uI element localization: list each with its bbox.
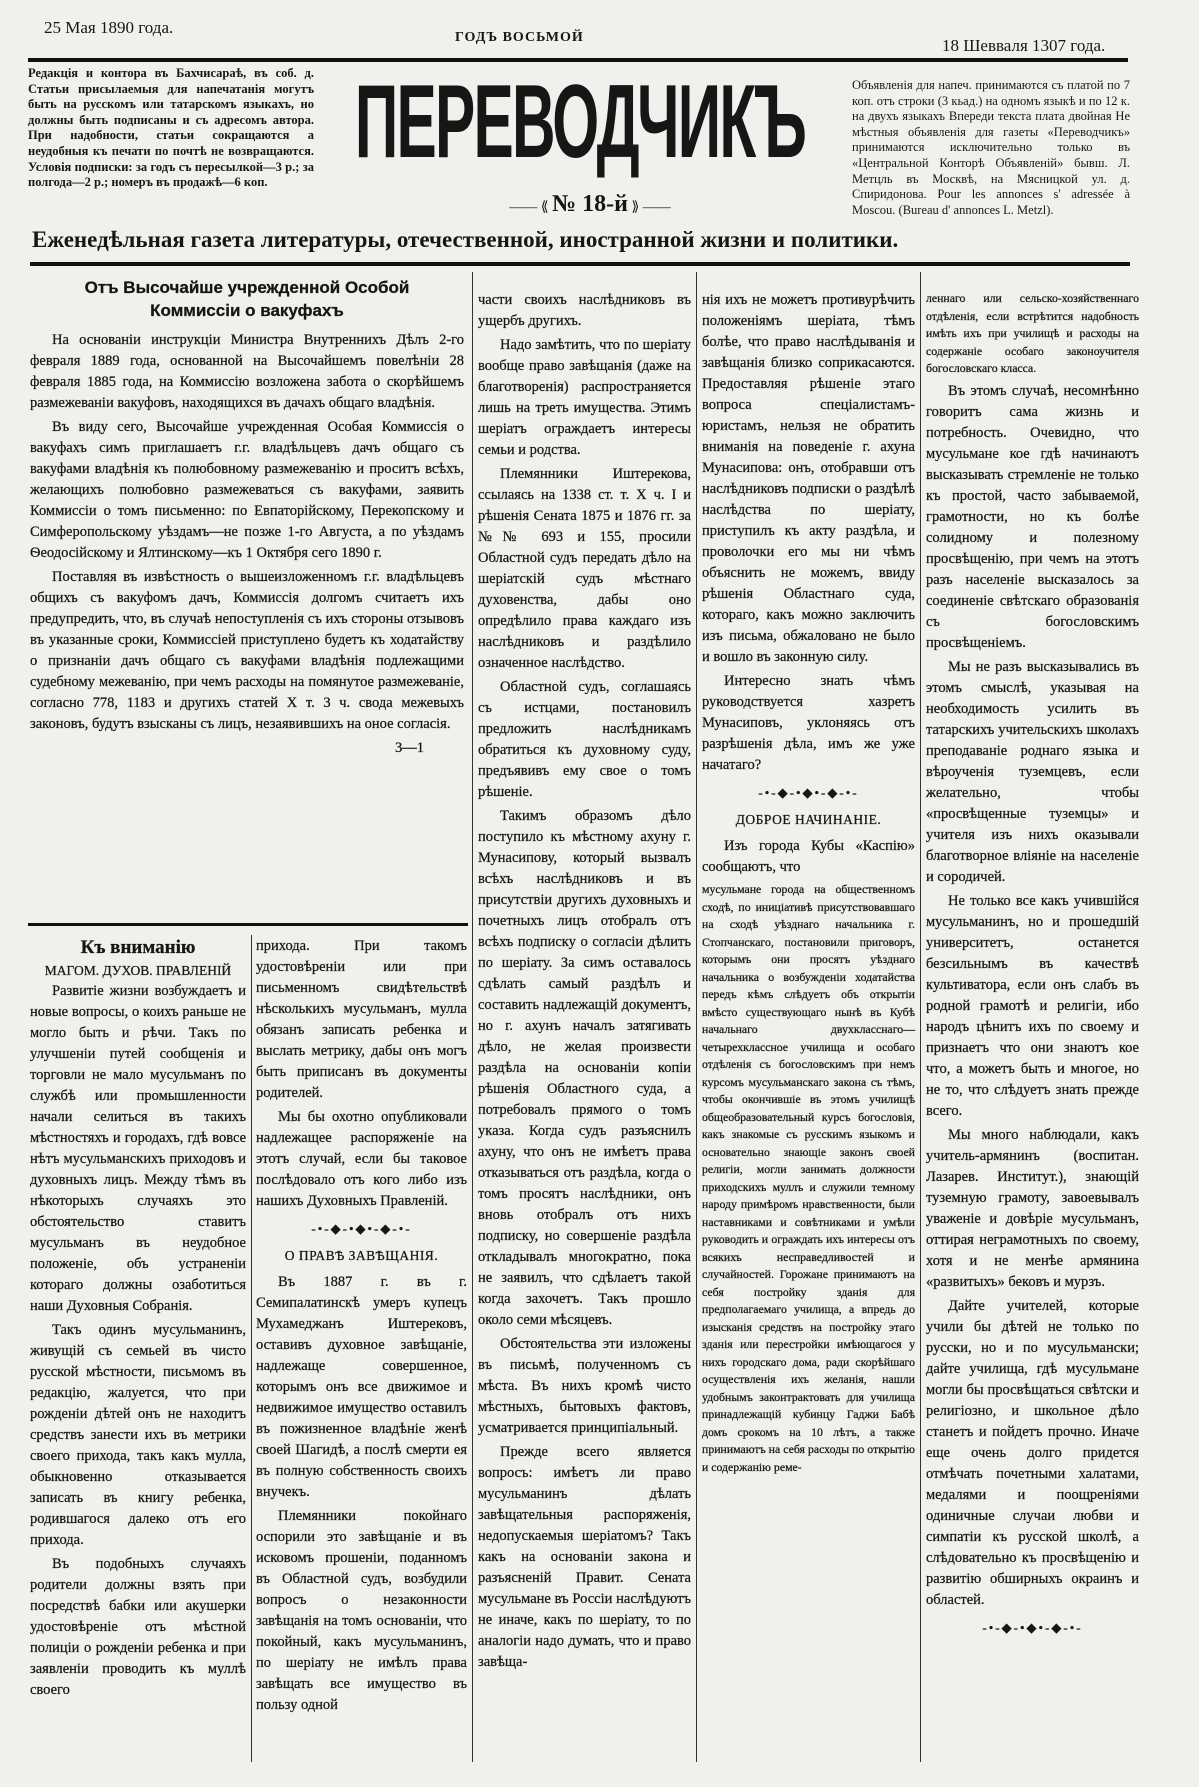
article-title: Отъ Высочайше учрежденной Особой Коммиссіи о вакуфахъ <box>84 278 410 320</box>
date-hijri: 18 Шевваля 1307 года. <box>942 36 1106 55</box>
editorial-notice: Редакція и контора въ Бахчисараѣ, въ соб. д. Статьи присылаемыя для напечатанія могутъ быть на русскомъ или татарскомъ языкахъ, но должны быть подписаны и съ адресомъ автора. При надобности, статьи сокращаются а неудобныя къ печати по почтѣ не возвращаются. Условія подписки: за годъ съ пересылкой—3 р.; за полгода—2 р.; номеръ въ продажѣ—6 коп. <box>28 66 314 190</box>
newspaper-title: ПЕРЕВОДЧИКЪ <box>354 64 806 180</box>
article-paragraph: Мы много наблюдали, какъ учитель-армянинъ (воспитан. Лазарев. Институт.), знающій туземную грамоту, завоевывалъ уваженіе и довѣріе мусульманъ, оттирая неграмотныхъ по своему, хотя и не менѣе армянина «развитыхъ» бековъ и мурзъ. <box>926 1126 1139 1290</box>
article-paragraph: Въ виду сего, Высочайше учрежденная Особая Коммиссія о вакуфахъ симъ приглашаетъ г.г. владѣльцевъ дачъ общаго съ вакуфами владѣнія къ полюбовному размежеванію и проситъ всѣхъ, желающихъ полюбовно размежеваться съ вакуфами, заявить Коммиссіи о томъ письменно: по Евпаторійскому, Перекопскому и Симферопольскому уѣздамъ—не позже 1-го Августа, а по уѣздамъ Ѳеодосійскому и Ялтинскому—къ 1 Октября сего 1890 г. <box>30 419 464 561</box>
will-article-column-3 <box>478 290 691 1676</box>
column-rule <box>472 272 473 1762</box>
vakuf-commission-article <box>30 276 464 759</box>
article-paragraph: Обстоятельства эти изложены въ письмѣ, полученномъ съ мѣста. Въ нихъ кромѣ чисто мѣстныхъ, бытовыхъ фактовъ, усматривается принципіальный. <box>478 1336 691 1436</box>
article-paragraph: Не только все какъ учившійся мусульманинъ, но и прошедшій университетъ, останется безсильнымъ въ качествѣ культиватора, если онъ слабъ въ родной грамотѣ и религіи, ибо народъ цѣнитъ ихъ по своему и признаетъ что они знаютъ кое что, а можетъ быть и многое, но не то, что слѣдуетъ знать прежде всего. <box>926 892 1139 1119</box>
article-paragraph: прихода. При такомъ удостовѣреніи или при письменномъ свидѣтельствѣ нѣсколькихъ мусульманъ, мулла обязанъ записать ребенка и выслать метрику, дабы онъ могъ быть приписанъ въ документы родителей. <box>256 938 467 1101</box>
newspaper-subtitle: Еженедѣльная газета литературы, отечественной, иностранной жизни и политики. <box>32 227 899 252</box>
article-paragraph: Развитіе жизни возбуждаетъ и новые вопросы, о коихъ раньше не могло быть и рѣчи. Такъ по улучшеніи путей сообщенія и торговли не мало мусульманъ по службѣ или промышленности начали селиться въ такихъ мѣстностяхъ и городахъ, гдѣ вовсе нѣтъ мусульманскихъ приходовъ и духовныхъ лицъ. Между тѣмъ въ нѣкоторыхъ случаяхъ это обстоятельство ставитъ мусульманъ въ неудобное положеніе, объ устраненіи котораго должны озаботиться наши Духовныя Собранія. <box>30 983 246 1314</box>
advertising-notice: Объявленія для напеч. принимаются съ платой по 7 коп. отъ строки (3 кьад.) на одномъ языкѣ и по 12 к. на двухъ языкахъ Впереди текста плата двойная Не мѣстныя объявленія для газеты «Переводчикъ» принимаются исключительно только въ «Центральной Конторѣ Объявленій» бывш. Л. Метцль въ Москвѣ, на Мясницкой ул. д. Спиридонова. Pour les annonces s' adressée à Moscou. (Bureau d' annonces L. Metzl). <box>852 78 1130 217</box>
article-paragraph: части своихъ наслѣдниковъ въ ущербъ другихъ. <box>478 292 691 329</box>
article-paragraph: Поставляя въ извѣстность о вышеизложенномъ г.г. владѣльцевъ общихъ съ вакуфомъ дачъ, Коммиссія долгомъ считаетъ ихъ предупредить, что, въ случаѣ непоступленія съ ихъ стороны отзывовъ въ указанные сроки, Коммиссіей приступлено будетъ къ ходатайству о признаніи дачъ общаго съ вакуфами владѣнія подлежащими судебному межеванію, при чемъ расходы на помянутое размежеваніе, согласно 778, 1183 и другихъ статей X т. 3 ч. свода межевыхъ законовъ, будутъ взысканы съ лицъ, незаявившихъ на оное согласія. <box>30 569 464 732</box>
attention-article-continued <box>256 936 467 1719</box>
article-paragraph: Областной судъ, соглашаясь съ истцами, постановилъ предложить наслѣдникамъ обратиться къ духовному суду, предъявивъ ему свое о томъ рѣшеніе. <box>478 679 691 800</box>
issue-number <box>440 190 740 222</box>
issue-number-text: № 18-й <box>552 191 628 217</box>
article-paragraph: Изъ города Кубы «Каспію» сообщаютъ, что <box>702 838 915 875</box>
article-paragraph: Въ подобныхъ случаяхъ родители должны взять при посредствѣ бабки или акушерки удостовѣреніе отъ мѣстной полиціи о рожденіи ребенка и при заявленіи проводить къ муллѣ своего <box>30 1556 246 1698</box>
article-paragraph: Прежде всего является вопросъ: имѣетъ ли право мусульманинъ дѣлать завѣщательныя распоряженія, недопускаемыя шеріатомъ? Такъ какъ на основаніи закона и разъясненій Правит. Сената мусульмане въ Россіи наслѣдуютъ не иначе, какъ по шеріату, то по аналогіи надо думать, что и право завѣща- <box>478 1444 691 1670</box>
article-paragraph: Племянники покойнаго оспорили это завѣщаніе и въ исковомъ прошеніи, поданномъ въ Областной судъ, возбудили вопросъ о незаконности завѣщанія на томъ основаніи, что покойный, какъ мусульманинъ, по шеріату не имѣлъ права завѣщать все имущество въ пользу одной <box>256 1508 467 1713</box>
article-paragraph: нія ихъ не можетъ противурѣчить положеніямъ шеріата, тѣмъ болѣе, что право наслѣдыванія и завѣщанія близко соприкасаются. Предоставляя рѣшеніе этаго вопроса спеціалистамъ-юристамъ, нельзя не обратить вниманія на поведеніе г. ахуна Мунасипова: онъ, отобравши отъ наслѣдниковъ подписки о раздѣлѣ наслѣдства по шеріату, приступилъ къ акту раздѣла, и проволочки его мы ни чѣмъ объяснить не можемъ, ввиду рѣшенія Областнаго суда, котораго, какъ можно заключить изъ письма, обжаловано не было и вошло въ законную силу. <box>702 292 915 665</box>
section-rule <box>28 923 468 926</box>
good-beginning-column-5 <box>926 290 1139 1644</box>
article-paragraph: Мы бы охотно опубликовали надлежащее распоряженіе на этотъ случай, если бы таковое послѣдовало отъ кого либо изъ нашихъ Духовныхъ Правленій. <box>256 1109 467 1209</box>
ornament-right: ⟫ —— <box>627 200 671 215</box>
ornament-divider: -•-◆-•◆•-◆-•- <box>982 1619 1083 1635</box>
article-paragraph: Надо замѣтить, что по шеріату вообще право завѣщанія (даже на благотворенія) распространяется лишь на треть имущества. Этимъ шеріатъ ограждаетъ интересы семьи и родства. <box>478 337 691 458</box>
article-paragraph: Такимъ образомъ дѣло поступило къ мѣстному ахуну г. Мунасипову, который вызвалъ всѣхъ наслѣдниковъ и въ присутствіи другихъ духовныхъ и почетныхъ лицъ отобралъ отъ всѣхъ подписку о согласіи дѣлить по шеріату. За симъ оставалось сдѣлать самый раздѣлъ и составить надлежащій документъ, но г. ахунъ началъ затягивать дѣло, не желая произвести раздѣла на основаніи копіи рѣшенія Областного суда, а потребовалъ прямого о томъ указа. Когда судъ разъяснилъ ахуну, что онъ не имѣетъ права отказываться отъ раздѣла, когда о томъ просятъ наслѣдники, онъ вновь отобралъ отъ нихъ подписку, но совершеніе раздѣла откладывалъ многократно, пока не заявилъ, что сдѣлаетъ такой когда захочетъ. Такъ прошло около семи мѣсяцевъ. <box>478 808 691 1328</box>
good-beginning-title: ДОБРОЕ НАЧИНАНІЕ. <box>735 812 882 827</box>
ornament-left: —— ⟪ <box>509 200 553 215</box>
column-rule <box>251 935 252 1762</box>
article-paragraph: Дайте учителей, которые учили бы дѣтей не только по русски, но и по мусульмански; дайте училища, гдѣ мусульмане могли бы просвѣщаться свѣтски и религіозно, и школьное дѣло станетъ и пойдетъ прочно. Иначе еще очень долго придется отмѣчать почетными халатами, медалями и поощреніями одиничные случаи любви и симпатіи къ русской школѣ, а слѣдовательно къ просвѣщенію и развитію обширныхъ окраинъ и областей. <box>926 1297 1139 1608</box>
article-paragraph: Такъ одинъ мусульманинъ, живущій съ семьей въ чисто русской мѣстности, письмомъ въ редакцію, жалуется, что при рожденіи дѣтей онъ не находитъ средствъ занести ихъ въ метрики своего прихода, такъ какъ мулла, обыкновенно отказывается записать въ книгу ребенка, родившагося далеко отъ его прихода. <box>30 1322 246 1548</box>
quoted-report: леннаго или сельско-хозяйственнаго отдѣленія, если встрѣтится надобность имѣть ихъ при училищѣ и расходы на содержаніе особаго законоучителя богословскаго класса. <box>926 291 1139 375</box>
quoted-report: мусульмане города на общественномъ сходѣ, по иниціативѣ присутствовавшаго на сходѣ уѣзднаго начальника г. Стопчанскаго, постановили приговоръ, которымъ они просятъ уѣзднаго начальника о возбужденіи ходатайства передъ кѣмъ слѣдуетъ объ открытіи вмѣсто существующаго нынѣ въ Кубѣ начальнаго двухкласснаго—четырехклассное училища и особаго отдѣленія съ богословскимъ при немъ курсомъ мусульманскаго закона съ тѣмъ, чтобы окончившіе въ этомъ училищѣ общеобразовательный курсъ богословія, какъ знакомые съ русскимъ языкомъ и основательно знающіе законъ своей религіи, могли занимать должности приходскихъ муллъ и служили темному народу примѣромъ нравственности, были наставниками и совѣтниками и умѣли руководить и ограждать ихъ интересы отъ всякихъ несправедливостей и случайностей. Горожане принимаютъ на себя постройку зданія для предполагаемаго училища, а впредь до изысканія средствъ на постройку этаго зданія или перестройки имѣющагося у нихъ городскаго дома, ради скорѣйшаго осуществленія ихъ желанія, нашли удобнымъ законтрактовать для училища принадлежащій кубинцу Гаджи Бабѣ домъ срокомъ на 10 лѣтъ, а также принимаютъ на себя расходы по открытію и содержанію реме- <box>702 882 915 1474</box>
attention-article <box>30 936 246 1704</box>
insertion-mark: 3—1 <box>395 740 424 756</box>
will-article-column-4 <box>702 290 915 1479</box>
column-rule <box>696 272 697 1762</box>
year-label: ГОДЪ ВОСЬМОЙ <box>455 30 584 45</box>
article-paragraph: Интересно знать чѣмъ руководствуется хазретъ Мунасиповъ, уклоняясь отъ разрѣшенія дѣла, имъ же уже начатаго? <box>702 673 915 773</box>
ornament-divider: -•-◆-•◆•-◆-•- <box>311 1221 412 1236</box>
article-paragraph: Племянники Иштерекова, ссылаясь на 1338 ст. т. X ч. I и рѣшенія Сената 1875 и 1876 гг. за №№ 693 и 155, просили Областной судъ передать дѣло на шеріатскій судъ мѣстнаго духовенства, дабы оно опредѣлило права каждаго изъ наслѣдниковъ и раздѣлило означенное наслѣдство. <box>478 466 691 671</box>
article-title: Къ вниманію <box>80 937 196 958</box>
article-paragraph: Въ 1887 г. въ г. Семипалатинскѣ умеръ купецъ Мухамеджанъ Иштерековъ, оставивъ духовное завѣщаніе, надлежаще совершенное, которымъ онъ все движимое и недвижимое имущество оставилъ въ пожизненное владѣніе женѣ своей Шагидѣ, а послѣ смерти ея въ полную собственность своихъ внучекъ. <box>256 1274 467 1500</box>
will-article-title: О ПРАВѢ ЗАВѢЩАНІЯ. <box>284 1248 439 1263</box>
article-paragraph: На основаніи инструкціи Министра Внутреннихъ Дѣлъ 2-го февраля 1889 года, основанной на Высочайшемъ повелѣніи 28 февраля 1885 года, на Коммиссію возложена забота о скорѣйшемъ размежеваніи вакуфовъ, находящихся въ дачахъ общаго владѣнія. <box>30 332 464 411</box>
masthead-bottom-rule <box>30 262 1130 266</box>
ornament-divider: -•-◆-•◆•-◆-•- <box>758 785 859 800</box>
article-subtitle: МАГОМ. ДУХОВ. ПРАВЛЕНІЙ <box>44 963 232 978</box>
column-rule <box>920 272 921 1762</box>
article-paragraph: Въ этомъ случаѣ, несомнѣнно говоритъ сама жизнь и потребность. Очевидно, что мусульмане кое гдѣ начинаютъ высказывать стремленіе не только къ простой, часто забываемой, грамотности, но къ болѣе солидному и полезному просвѣщенію, при чемъ на этотъ разъ населеніе высказалось за соединеніе свѣтскаго образованія съ богословскимъ просвѣщеніемъ. <box>926 382 1139 651</box>
date-gregorian: 25 Мая 1890 года. <box>44 18 174 37</box>
article-paragraph: Мы не разъ высказывались въ этомъ смыслѣ, указывая на необходимость усилить въ татарскихъ учительскихъ школахъ преподаваніе роднаго языка и вѣроученія туземцевъ, если желательно, чтобы «просвѣщенные туземцы» и учителя изъ нихъ оказывали благотворное вліяніе на населеніе и сородичей. <box>926 658 1139 885</box>
